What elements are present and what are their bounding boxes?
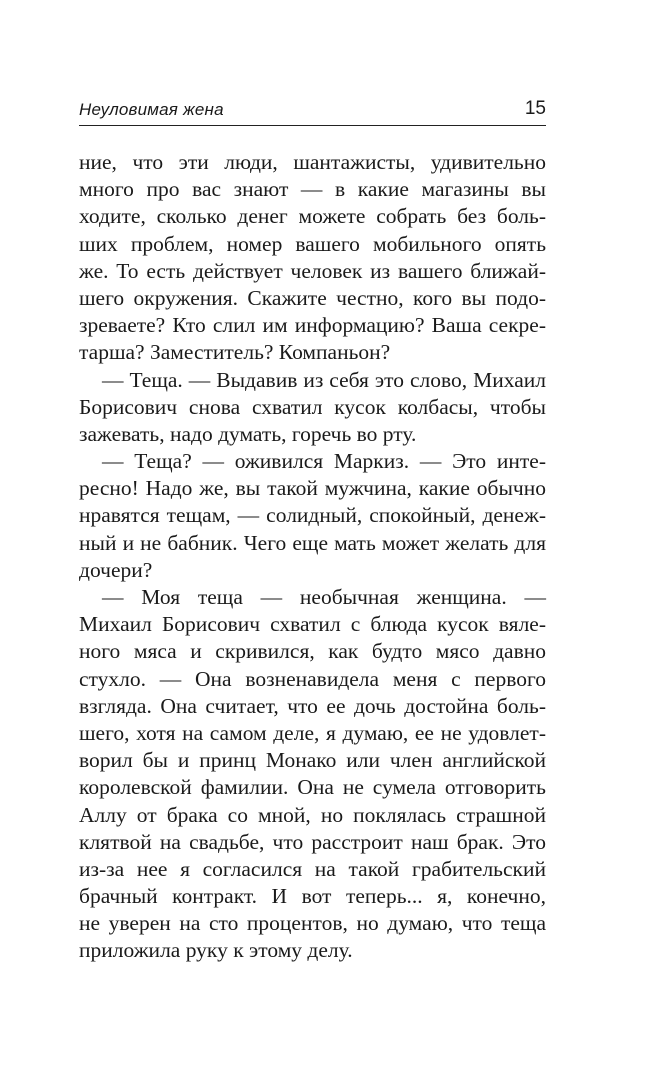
text-line: стухло. — Она возненавидела меня с первого <box>79 666 546 691</box>
running-title: Неуловимая жена <box>79 100 224 119</box>
text-line: ворил бы и принц Монако или член английской <box>79 748 546 773</box>
text-line: ших проблем, номер вашего мобильного опять <box>79 231 546 256</box>
text-line: ного мяса и скривился, как будто мясо давно <box>79 639 546 664</box>
text-line: Борисович снова схватил кусок колбасы, чтобы <box>79 394 546 419</box>
text-line: зреваете? Кто слил им информацию? Ваша секре- <box>79 313 546 338</box>
text-line: — Теща? — оживился Маркиз. — Это инте- <box>102 449 546 474</box>
paragraph <box>79 367 546 449</box>
text-line: Аллу от брака со мной, но поклялась страшной <box>79 802 546 827</box>
paragraph <box>79 584 546 965</box>
paragraph <box>79 149 546 367</box>
text-line: брачный контракт. И вот теперь... я, конечно, <box>79 884 546 909</box>
text-line: ходите, сколько денег можете собрать без боль- <box>79 204 546 229</box>
text-line: шего окружения. Скажите честно, кого вы подо- <box>79 285 546 310</box>
text-line: ние, что эти люди, шантажисты, удивительно <box>79 150 546 174</box>
text-line: королевской фамилии. Она не сумела отговорить <box>79 775 546 800</box>
text-line: зажевать, надо думать, горечь во рту. <box>79 421 417 446</box>
text-line: Михаил Борисович схватил с блюда кусок вяле- <box>79 612 546 637</box>
text-line: — Моя теща — необычная женщина. — <box>102 585 546 609</box>
page-number: 15 <box>524 98 546 119</box>
page-header <box>79 96 546 126</box>
text-line: ресно! Надо же, вы такой мужчина, какие обычно <box>79 476 546 501</box>
text-line: взгляда. Она считает, что ее дочь достойна боль- <box>79 693 546 718</box>
text-line: шего, хотя на самом деле, я думаю, ее не удовлет- <box>79 720 546 745</box>
text-line: нравятся тещам, — солидный, спокойный, денеж- <box>79 503 546 528</box>
text-line: тарша? Заместитель? Компаньон? <box>79 340 391 365</box>
text-line: клятвой на свадьбе, что расстроит наш брак. Это <box>79 829 546 854</box>
text-line: приложила руку к этому делу. <box>79 938 353 963</box>
text-line: не уверен на сто процентов, но думаю, что теща <box>79 911 546 936</box>
text-line: же. То есть действует человек из вашего ближай- <box>79 258 546 283</box>
text-line: много про вас знают — в какие магазины вы <box>79 177 546 202</box>
paragraph <box>79 448 546 584</box>
text-line: — Теща. — Выдавив из себя это слово, Михаил <box>102 367 546 392</box>
text-line: из-за нее я согласился на такой грабительский <box>79 856 546 881</box>
header-rule <box>79 125 546 126</box>
text-line: ный и не бабник. Чего еще мать может желать для <box>79 530 546 555</box>
body-text <box>79 149 546 965</box>
text-line: дочери? <box>79 557 153 582</box>
